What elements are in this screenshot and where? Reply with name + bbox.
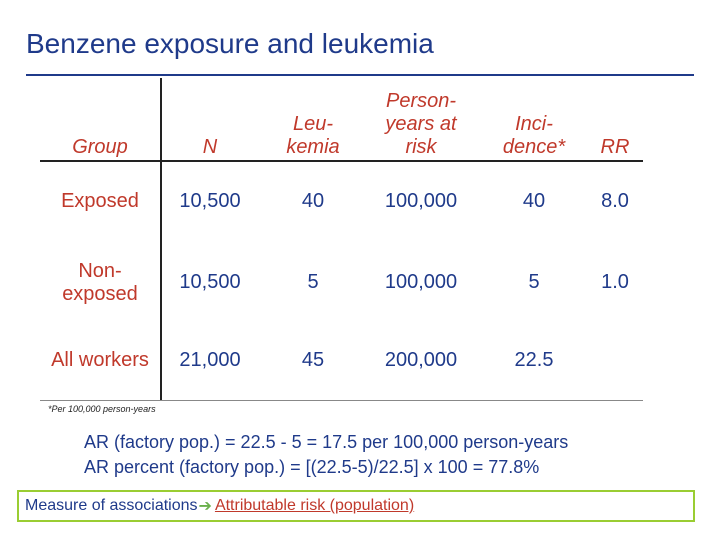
attributable-risk-link[interactable]: Attributable risk (population) (214, 497, 415, 514)
row-nonexposed-n: 10,500 (179, 271, 241, 293)
table-header-divider (40, 160, 643, 162)
row-nonexposed-group-line2: exposed (62, 283, 138, 305)
header-leukemia-line1: Leu- (292, 113, 334, 135)
header-n: N (202, 136, 218, 158)
row-exposed-person-years: 100,000 (384, 190, 458, 212)
measure-prefix: Measure of associations (25, 497, 198, 514)
header-incidence-line2: dence* (502, 136, 566, 158)
row-nonexposed-rr: 1.0 (601, 271, 629, 293)
ar-formula: AR (factory pop.) = 22.5 - 5 = 17.5 per 100,000 person-years (84, 432, 569, 452)
row-nonexposed-incidence: 5 (528, 271, 540, 293)
ar-percent-formula: AR percent (factory pop.) = [(22.5-5)/22.5] x 100 = 77.8% (84, 457, 540, 477)
header-person-line2: years at (385, 113, 457, 135)
row-exposed-group: Exposed (61, 190, 139, 212)
row-nonexposed-leukemia: 5 (307, 271, 319, 293)
row-all-workers-leukemia: 45 (301, 349, 325, 371)
table-vertical-divider (160, 78, 162, 400)
row-exposed-rr: 8.0 (601, 190, 629, 212)
header-rr: RR (600, 136, 630, 158)
row-nonexposed-person-years: 100,000 (384, 271, 458, 293)
header-person-line3: risk (405, 136, 437, 158)
slide-title: Benzene exposure and leukemia (26, 28, 434, 59)
row-nonexposed-group-line1: Non- (78, 260, 122, 282)
header-person-line1: Person- (385, 90, 457, 112)
header-group: Group (72, 136, 128, 158)
row-exposed-n: 10,500 (179, 190, 241, 212)
header-incidence-line1: Inci- (515, 113, 553, 135)
row-all-workers-incidence: 22.5 (514, 349, 554, 371)
row-all-workers-person-years: 200,000 (384, 349, 458, 371)
measure-of-association-box (17, 490, 695, 522)
table-footnote: *Per 100,000 person-years (48, 404, 156, 414)
row-exposed-leukemia: 40 (301, 190, 325, 212)
row-all-workers-group: All workers (51, 349, 149, 371)
row-exposed-incidence: 40 (522, 190, 546, 212)
header-leukemia-line2: kemia (286, 136, 340, 158)
table-bottom-divider (40, 400, 643, 401)
right-arrow-icon: ➔ (198, 498, 212, 515)
row-all-workers-n: 21,000 (179, 349, 241, 371)
